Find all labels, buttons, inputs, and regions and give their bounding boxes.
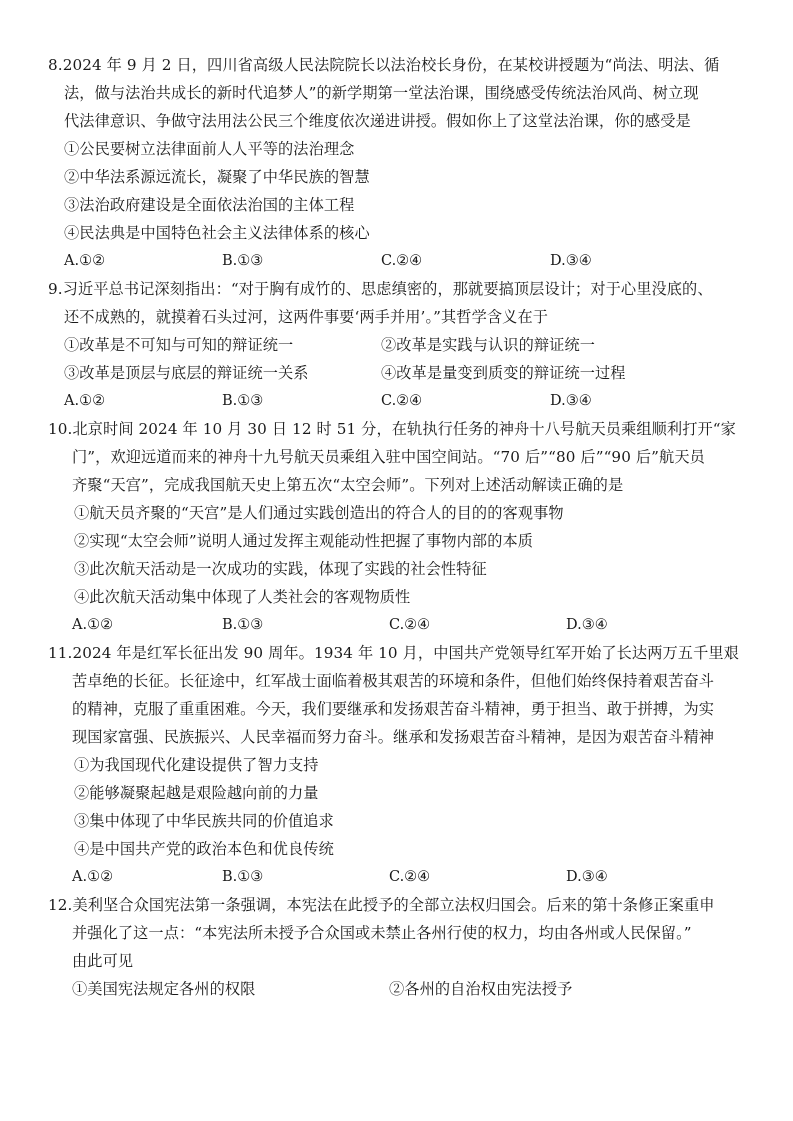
q11-choice-a: A.①② bbox=[72, 869, 114, 885]
q10-choice-d: D.③④ bbox=[566, 617, 608, 633]
q11-choice-d: D.③④ bbox=[566, 869, 608, 885]
q10-item-3: ③此次航天活动是一次成功的实践，体现了实践的社会性特征 bbox=[74, 560, 487, 578]
q10-stem-line-2: 门”，欢迎远道而来的神舟十九号航天员乘组入驻中国空间站。“70 后”“80 后”“90 后”航天员 bbox=[72, 448, 705, 466]
q9-item-4: ④改革是量变到质变的辩证统一过程 bbox=[381, 364, 626, 382]
q9-stem-line-2: 还不成熟的，就摸着石头过河，这两件事要‘两手并用’。”其哲学含义在于 bbox=[64, 308, 549, 326]
q11-stem-line-2: 苦卓绝的长征。长征途中，红军战士面临着极其艰苦的环境和条件，但他们始终保持着艰苦奋斗 bbox=[72, 672, 715, 690]
q9-item-3: ③改革是顶层与底层的辩证统一关系 bbox=[64, 364, 309, 382]
q11-stem-line-3: 的精神，克服了重重困难。今天，我们要继承和发扬艰苦奋斗精神，勇于担当、敢于拼搏，为实 bbox=[72, 700, 715, 718]
q9-choice-a: A.①② bbox=[64, 393, 106, 409]
q9-item-1: ①改革是不可知与可知的辩证统一 bbox=[64, 336, 294, 354]
q9-choice-b: B.①③ bbox=[222, 393, 264, 409]
q11-choice-c: C.②④ bbox=[389, 869, 431, 885]
q8-stem-line-3: 代法律意识、争做守法用法公民三个维度依次递进讲授。假如你上了这堂法治课，你的感受是 bbox=[64, 112, 691, 130]
q10-stem-line-3: 齐聚“天宫”，完成我国航天史上第五次“太空会师”。下列对上述活动解读正确的是 bbox=[72, 476, 624, 494]
q12-stem-line-1: 12.美利坚合众国宪法第一条强调，本宪法在此授予的全部立法权归国会。后来的第十条修正案重申 bbox=[48, 896, 715, 914]
q8-item-2: ②中华法系源远流长，凝聚了中华民族的智慧 bbox=[64, 168, 370, 186]
q9-stem-line-1: 9.习近平总书记深刻指出：“对于胸有成竹的、思虑缜密的，那就要搞顶层设计；对于心里没底的、 bbox=[48, 280, 713, 298]
q10-item-1: ①航天员齐聚的“天宫”是人们通过实践创造出的符合人的目的的客观事物 bbox=[74, 504, 564, 522]
q8-item-3: ③法治政府建设是全面依法治国的主体工程 bbox=[64, 196, 355, 214]
q10-item-4: ④此次航天活动集中体现了人类社会的客观物质性 bbox=[74, 588, 411, 606]
q11-item-1: ①为我国现代化建设提供了智力支持 bbox=[74, 756, 319, 774]
q8-choice-c: C.②④ bbox=[381, 253, 423, 269]
q8-stem-line-1: 8.2024 年 9 月 2 日，四川省高级人民法院院长以法治校长身份，在某校讲授题为“尚法、明法、循 bbox=[48, 56, 720, 74]
q10-stem-line-1: 10.北京时间 2024 年 10 月 30 日 12 时 51 分，在轨执行任务的神舟十八号航天员乘组顺利打开“家 bbox=[48, 420, 736, 438]
q8-item-1: ①公民要树立法律面前人人平等的法治理念 bbox=[64, 140, 355, 158]
q11-item-2: ②能够凝聚起越是艰险越向前的力量 bbox=[74, 784, 319, 802]
q8-item-4: ④民法典是中国特色社会主义法律体系的核心 bbox=[64, 224, 370, 242]
q8-choice-b: B.①③ bbox=[222, 253, 264, 269]
q8-choice-d: D.③④ bbox=[550, 253, 592, 269]
q8-choice-a: A.①② bbox=[64, 253, 106, 269]
q10-item-2: ②实现“太空会师”说明人通过发挥主观能动性把握了事物内部的本质 bbox=[74, 532, 534, 550]
q9-choice-c: C.②④ bbox=[381, 393, 423, 409]
q9-item-2: ②改革是实践与认识的辩证统一 bbox=[381, 336, 596, 354]
q12-item-2: ②各州的自治权由宪法授予 bbox=[389, 980, 573, 998]
q11-item-4: ④是中国共产党的政治本色和优良传统 bbox=[74, 840, 334, 858]
q10-choice-b: B.①③ bbox=[222, 617, 264, 633]
q8-stem-line-2: 法，做与法治共成长的新时代追梦人”的新学期第一堂法治课，围绕感受传统法治风尚、树立现 bbox=[64, 84, 699, 102]
q12-item-1: ①美国宪法规定各州的权限 bbox=[72, 980, 256, 998]
q11-choice-b: B.①③ bbox=[222, 869, 264, 885]
q12-stem-line-2: 并强化了这一点：“本宪法所未授予合众国或未禁止各州行使的权力，均由各州或人民保留。” bbox=[72, 924, 692, 942]
q11-stem-line-4: 现国家富强、民族振兴、人民幸福而努力奋斗。继承和发扬艰苦奋斗精神，是因为艰苦奋斗精神 bbox=[72, 728, 715, 746]
q11-stem-line-1: 11.2024 年是红军长征出发 90 周年。1934 年 10 月，中国共产党领导红军开始了长达两万五千里艰 bbox=[48, 644, 739, 662]
q11-item-3: ③集中体现了中华民族共同的价值追求 bbox=[74, 812, 334, 830]
q10-choice-c: C.②④ bbox=[389, 617, 431, 633]
q9-choice-d: D.③④ bbox=[550, 393, 592, 409]
q10-choice-a: A.①② bbox=[72, 617, 114, 633]
q12-stem-line-3: 由此可见 bbox=[72, 952, 134, 970]
